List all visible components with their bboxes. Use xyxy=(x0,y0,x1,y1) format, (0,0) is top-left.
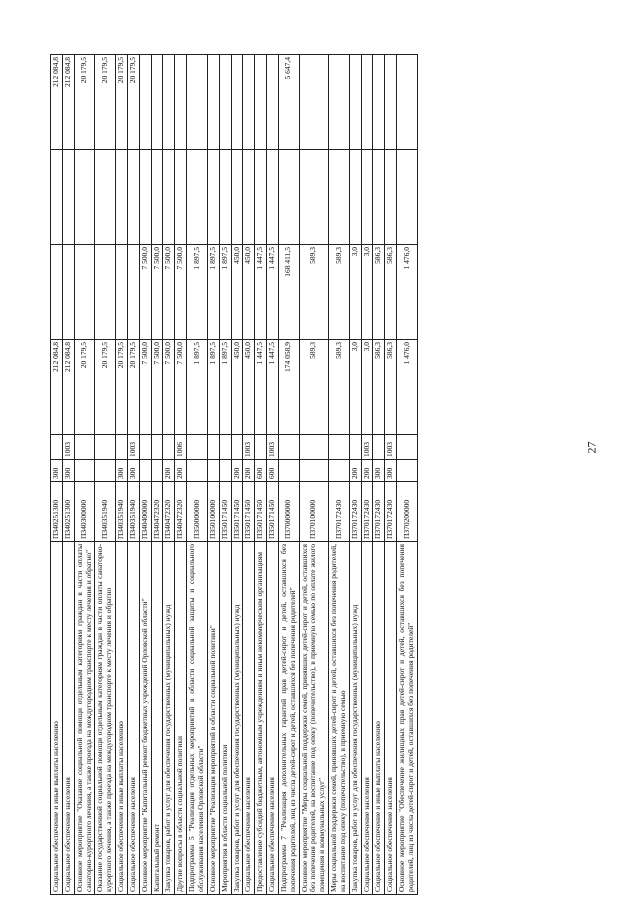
row-name-cell: Социальное обеспечение населения xyxy=(267,542,279,895)
row-amount-extra-cell xyxy=(51,150,63,245)
row-amount-regional-cell: 3,0 xyxy=(361,245,373,340)
row-amount-regional-cell: 450,0 xyxy=(231,245,243,340)
row-amount-total-cell: 3,0 xyxy=(349,340,361,435)
row-amount-federal-cell: 212 084,8 xyxy=(62,55,74,150)
row-amount-regional-cell xyxy=(62,245,74,340)
row-code-cell: П340351940 xyxy=(95,482,116,542)
row-amount-federal-cell xyxy=(231,55,243,150)
table-row xyxy=(373,55,385,895)
row-code-cell: П340400000 xyxy=(139,482,151,542)
row-section-cell xyxy=(74,435,95,460)
row-code-cell: П350171450 xyxy=(267,482,279,542)
table-row xyxy=(278,55,299,895)
row-section-cell xyxy=(187,435,208,460)
table-row xyxy=(299,55,329,895)
row-expense-type-cell: 200 xyxy=(175,460,187,482)
row-amount-federal-cell xyxy=(207,55,219,150)
row-expense-type-cell xyxy=(151,460,163,482)
table-row xyxy=(231,55,243,895)
row-name-cell: Социальное обеспечение и иные выплаты населению xyxy=(51,542,63,895)
row-code-cell: П350171450 xyxy=(219,482,231,542)
row-name-cell: Мероприятия в области социальной политики xyxy=(219,542,231,895)
row-amount-extra-cell xyxy=(219,150,231,245)
row-amount-total-cell: 450,0 xyxy=(231,340,243,435)
row-expense-type-cell: 300 xyxy=(51,460,63,482)
row-section-cell xyxy=(373,435,385,460)
row-amount-federal-cell: 212 084,8 xyxy=(51,55,63,150)
row-amount-federal-cell xyxy=(139,55,151,150)
row-expense-type-cell: 600 xyxy=(267,460,279,482)
row-amount-total-cell: 1 897,5 xyxy=(219,340,231,435)
row-code-cell: П370172430 xyxy=(373,482,385,542)
row-amount-regional-cell: 168 411,5 xyxy=(278,245,299,340)
row-expense-type-cell xyxy=(329,460,350,482)
table-row xyxy=(163,55,175,895)
row-amount-extra-cell xyxy=(207,150,219,245)
row-amount-federal-cell xyxy=(163,55,175,150)
row-amount-federal-cell xyxy=(373,55,385,150)
row-amount-federal-cell xyxy=(299,55,329,150)
row-amount-total-cell: 212 084,8 xyxy=(51,340,63,435)
row-amount-total-cell: 586,3 xyxy=(373,340,385,435)
row-name-cell: Социальное обеспечение и иные выплаты населению xyxy=(373,542,385,895)
row-amount-total-cell: 7 500,0 xyxy=(163,340,175,435)
row-amount-extra-cell xyxy=(95,150,116,245)
row-expense-type-cell xyxy=(139,460,151,482)
row-name-cell: Социальное обеспечение населения xyxy=(62,542,74,895)
row-name-cell: Закупка товаров, работ и услуг для обеспечения государственных (муниципальных) нужд xyxy=(231,542,243,895)
row-amount-regional-cell: 1 897,5 xyxy=(187,245,208,340)
table-row xyxy=(116,55,128,895)
row-section-cell: 1003 xyxy=(267,435,279,460)
row-amount-federal-cell: 20 179,5 xyxy=(95,55,116,150)
row-amount-total-cell: 450,0 xyxy=(243,340,255,435)
row-expense-type-cell xyxy=(278,460,299,482)
table-row xyxy=(175,55,187,895)
row-section-cell: 1003 xyxy=(243,435,255,460)
row-name-cell: Социальное обеспечение населения xyxy=(385,542,397,895)
row-amount-total-cell: 20 179,5 xyxy=(116,340,128,435)
row-code-cell: П340300000 xyxy=(74,482,95,542)
row-code-cell: П350171450 xyxy=(231,482,243,542)
row-code-cell: П370172430 xyxy=(349,482,361,542)
row-amount-regional-cell: 450,0 xyxy=(243,245,255,340)
row-code-cell: П370000000 xyxy=(278,482,299,542)
row-name-cell: Другие вопросы в области социальной политики xyxy=(175,542,187,895)
row-section-cell xyxy=(397,435,418,460)
row-section-cell: 1003 xyxy=(385,435,397,460)
row-amount-extra-cell xyxy=(151,150,163,245)
row-expense-type-cell: 300 xyxy=(62,460,74,482)
row-code-cell: П340351940 xyxy=(127,482,139,542)
table-row xyxy=(385,55,397,895)
row-amount-extra-cell xyxy=(299,150,329,245)
row-amount-federal-cell xyxy=(219,55,231,150)
row-section-cell xyxy=(329,435,350,460)
row-amount-extra-cell xyxy=(139,150,151,245)
row-amount-regional-cell: 7 500,0 xyxy=(163,245,175,340)
row-code-cell: П350171450 xyxy=(255,482,267,542)
row-amount-total-cell: 20 179,5 xyxy=(95,340,116,435)
row-amount-federal-cell xyxy=(267,55,279,150)
row-section-cell xyxy=(139,435,151,460)
row-amount-regional-cell: 589,3 xyxy=(299,245,329,340)
row-amount-total-cell: 1 447,5 xyxy=(255,340,267,435)
row-amount-total-cell: 1 476,0 xyxy=(397,340,418,435)
row-amount-regional-cell: 1 447,5 xyxy=(255,245,267,340)
row-section-cell xyxy=(95,435,116,460)
row-name-cell: Закупка товаров, работ и услуг для обеспечения государственных (муниципальных) нужд xyxy=(349,542,361,895)
row-amount-federal-cell xyxy=(349,55,361,150)
row-section-cell xyxy=(231,435,243,460)
row-amount-regional-cell: 1 897,5 xyxy=(207,245,219,340)
row-expense-type-cell xyxy=(95,460,116,482)
row-section-cell: 1003 xyxy=(361,435,373,460)
table-row xyxy=(74,55,95,895)
row-amount-regional-cell xyxy=(51,245,63,340)
table-row xyxy=(207,55,219,895)
row-amount-regional-cell: 589,3 xyxy=(329,245,350,340)
row-amount-total-cell: 589,3 xyxy=(329,340,350,435)
row-expense-type-cell: 200 xyxy=(163,460,175,482)
row-section-cell xyxy=(151,435,163,460)
row-expense-type-cell xyxy=(74,460,95,482)
row-name-cell: Основное мероприятие "Оказание социальной помощи отдельным категориям граждан в части оплаты санаторно-курортного лечения, а также проезда на междугородном транспорте к месту лечения и обратно" xyxy=(74,542,95,895)
row-amount-regional-cell xyxy=(116,245,128,340)
row-amount-extra-cell xyxy=(163,150,175,245)
table-row xyxy=(267,55,279,895)
row-amount-extra-cell xyxy=(243,150,255,245)
row-code-cell: П340472320 xyxy=(175,482,187,542)
row-expense-type-cell: 200 xyxy=(243,460,255,482)
row-expense-type-cell: 300 xyxy=(116,460,128,482)
row-amount-extra-cell xyxy=(267,150,279,245)
row-amount-extra-cell xyxy=(127,150,139,245)
row-amount-total-cell: 589,3 xyxy=(299,340,329,435)
row-section-cell xyxy=(278,435,299,460)
table-row xyxy=(151,55,163,895)
row-amount-extra-cell xyxy=(187,150,208,245)
row-section-cell xyxy=(219,435,231,460)
row-expense-type-cell xyxy=(219,460,231,482)
row-amount-federal-cell xyxy=(187,55,208,150)
row-amount-regional-cell: 7 500,0 xyxy=(175,245,187,340)
row-name-cell: Социальное обеспечение и иные выплаты населению xyxy=(116,542,128,895)
budget-table-body xyxy=(51,55,418,895)
row-amount-extra-cell xyxy=(116,150,128,245)
row-amount-federal-cell xyxy=(255,55,267,150)
row-name-cell: Меры социальной поддержки семей, принявших детей-сирот и детей, оставшихся без попечения родителей, на воспитание под опеку (попечительство), в приемную семью xyxy=(329,542,350,895)
row-amount-total-cell: 1 897,5 xyxy=(187,340,208,435)
table-row xyxy=(187,55,208,895)
table-row xyxy=(361,55,373,895)
row-amount-total-cell: 7 500,0 xyxy=(151,340,163,435)
row-code-cell: П370172430 xyxy=(385,482,397,542)
row-name-cell: Основное мероприятие "Меры социальной поддержки семей, принявших детей-сирот и детей, оставшихся без попечения родителей, на воспитание под опеку (попечительство), в приемную семью по оплате жилого помещения и коммунальных услуг" xyxy=(299,542,329,895)
row-amount-total-cell: 212 084,8 xyxy=(62,340,74,435)
row-amount-extra-cell xyxy=(255,150,267,245)
row-expense-type-cell xyxy=(207,460,219,482)
table-row xyxy=(349,55,361,895)
row-amount-regional-cell: 586,3 xyxy=(373,245,385,340)
row-code-cell: П370172430 xyxy=(329,482,350,542)
row-name-cell: Основное мероприятие "Обеспечение жилищных прав детей-сирот и детей, оставшихся без попечения родителей, лиц из числа детей-сирот и детей, оставшихся без попечения родителей" xyxy=(397,542,418,895)
row-amount-federal-cell xyxy=(243,55,255,150)
row-name-cell: Капитальный ремонт xyxy=(151,542,163,895)
row-amount-federal-cell xyxy=(397,55,418,150)
row-section-cell: 1006 xyxy=(175,435,187,460)
row-expense-type-cell: 300 xyxy=(373,460,385,482)
row-section-cell xyxy=(207,435,219,460)
row-amount-regional-cell: 7 500,0 xyxy=(151,245,163,340)
page-number: 27 xyxy=(584,441,599,454)
row-code-cell: П370100000 xyxy=(299,482,329,542)
row-expense-type-cell: 300 xyxy=(127,460,139,482)
row-name-cell: Социальное обеспечение населения xyxy=(243,542,255,895)
row-name-cell: Основное мероприятие "Капитальный ремонт бюджетных учреждений Орловской области" xyxy=(139,542,151,895)
row-amount-regional-cell xyxy=(74,245,95,340)
row-amount-total-cell: 3,0 xyxy=(361,340,373,435)
row-name-cell: Социальное обеспечение населения xyxy=(127,542,139,895)
row-amount-total-cell: 1 447,5 xyxy=(267,340,279,435)
row-expense-type-cell: 200 xyxy=(231,460,243,482)
row-code-cell: П350171450 xyxy=(243,482,255,542)
row-amount-regional-cell: 3,0 xyxy=(349,245,361,340)
row-amount-extra-cell xyxy=(62,150,74,245)
table-row xyxy=(219,55,231,895)
row-amount-regional-cell: 586,3 xyxy=(385,245,397,340)
row-name-cell: Закупка товаров, работ и услуг для обеспечения государственных (муниципальных) нужд xyxy=(163,542,175,895)
table-row xyxy=(243,55,255,895)
row-name-cell: Оказание государственной социальной помощи отдельным категориям граждан в части оплаты санаторно-курортного лечения, а также проезда на междугородном транспорте к месту лечения и обратно xyxy=(95,542,116,895)
row-name-cell: Предоставление субсидий бюджетным, автономным учреждениям и иным некоммерческим организациям xyxy=(255,542,267,895)
row-amount-extra-cell xyxy=(349,150,361,245)
row-code-cell: П350100000 xyxy=(207,482,219,542)
table-row xyxy=(95,55,116,895)
row-amount-total-cell: 20 179,5 xyxy=(74,340,95,435)
row-amount-extra-cell xyxy=(329,150,350,245)
row-expense-type-cell: 200 xyxy=(349,460,361,482)
row-expense-type-cell xyxy=(397,460,418,482)
budget-table xyxy=(50,54,418,895)
row-amount-regional-cell: 1 897,5 xyxy=(219,245,231,340)
row-amount-extra-cell xyxy=(74,150,95,245)
row-amount-regional-cell: 7 500,0 xyxy=(139,245,151,340)
row-amount-total-cell: 174 058,9 xyxy=(278,340,299,435)
row-amount-federal-cell xyxy=(175,55,187,150)
row-expense-type-cell xyxy=(187,460,208,482)
row-section-cell xyxy=(255,435,267,460)
row-amount-extra-cell xyxy=(361,150,373,245)
row-amount-extra-cell xyxy=(175,150,187,245)
row-section-cell xyxy=(349,435,361,460)
table-row xyxy=(62,55,74,895)
row-amount-extra-cell xyxy=(373,150,385,245)
row-section-cell: 1003 xyxy=(62,435,74,460)
row-code-cell: П370200000 xyxy=(397,482,418,542)
row-amount-total-cell: 586,3 xyxy=(385,340,397,435)
row-amount-extra-cell xyxy=(397,150,418,245)
row-amount-total-cell: 7 500,0 xyxy=(139,340,151,435)
row-code-cell: П340251300 xyxy=(51,482,63,542)
table-row xyxy=(255,55,267,895)
row-amount-federal-cell: 20 179,5 xyxy=(127,55,139,150)
table-row xyxy=(329,55,350,895)
row-amount-federal-cell: 5 647,4 xyxy=(278,55,299,150)
row-amount-regional-cell: 1 476,0 xyxy=(397,245,418,340)
row-code-cell: П350000000 xyxy=(187,482,208,542)
row-section-cell: 1003 xyxy=(127,435,139,460)
row-code-cell: П340472320 xyxy=(151,482,163,542)
row-amount-federal-cell: 20 179,5 xyxy=(74,55,95,150)
row-name-cell: Социальное обеспечение населения xyxy=(361,542,373,895)
row-amount-regional-cell xyxy=(95,245,116,340)
row-amount-total-cell: 7 500,0 xyxy=(175,340,187,435)
row-code-cell: П340351940 xyxy=(116,482,128,542)
row-section-cell xyxy=(299,435,329,460)
row-amount-total-cell: 1 897,5 xyxy=(207,340,219,435)
table-row xyxy=(51,55,63,895)
row-amount-federal-cell xyxy=(385,55,397,150)
row-amount-regional-cell xyxy=(127,245,139,340)
row-amount-federal-cell xyxy=(329,55,350,150)
row-amount-total-cell: 20 179,5 xyxy=(127,340,139,435)
row-code-cell: П370172430 xyxy=(361,482,373,542)
row-name-cell: Подпрограмма 7 "Реализация дополнительных гарантий прав детей-сирот и детей, оставшихся без попечения родителей, лиц из числа детей-сирот и детей, оставшихся без попечения родителей" xyxy=(278,542,299,895)
row-amount-extra-cell xyxy=(385,150,397,245)
row-amount-extra-cell xyxy=(278,150,299,245)
row-amount-extra-cell xyxy=(231,150,243,245)
row-section-cell xyxy=(51,435,63,460)
row-amount-regional-cell: 1 447,5 xyxy=(267,245,279,340)
row-expense-type-cell xyxy=(299,460,329,482)
row-section-cell xyxy=(116,435,128,460)
table-row xyxy=(139,55,151,895)
row-name-cell: Подпрограмма 5 "Реализация отдельных мероприятий в области социальной защиты и социального обслуживания населения Орловской области" xyxy=(187,542,208,895)
row-amount-federal-cell xyxy=(361,55,373,150)
row-code-cell: П340472320 xyxy=(163,482,175,542)
row-expense-type-cell: 300 xyxy=(385,460,397,482)
table-row xyxy=(127,55,139,895)
table-row xyxy=(397,55,418,895)
row-section-cell xyxy=(163,435,175,460)
row-name-cell: Основное мероприятие "Реализация мероприятий в области социальной политики" xyxy=(207,542,219,895)
row-amount-federal-cell: 20 179,5 xyxy=(116,55,128,150)
row-code-cell: П340251300 xyxy=(62,482,74,542)
row-expense-type-cell: 600 xyxy=(255,460,267,482)
row-expense-type-cell: 200 xyxy=(361,460,373,482)
row-amount-federal-cell xyxy=(151,55,163,150)
